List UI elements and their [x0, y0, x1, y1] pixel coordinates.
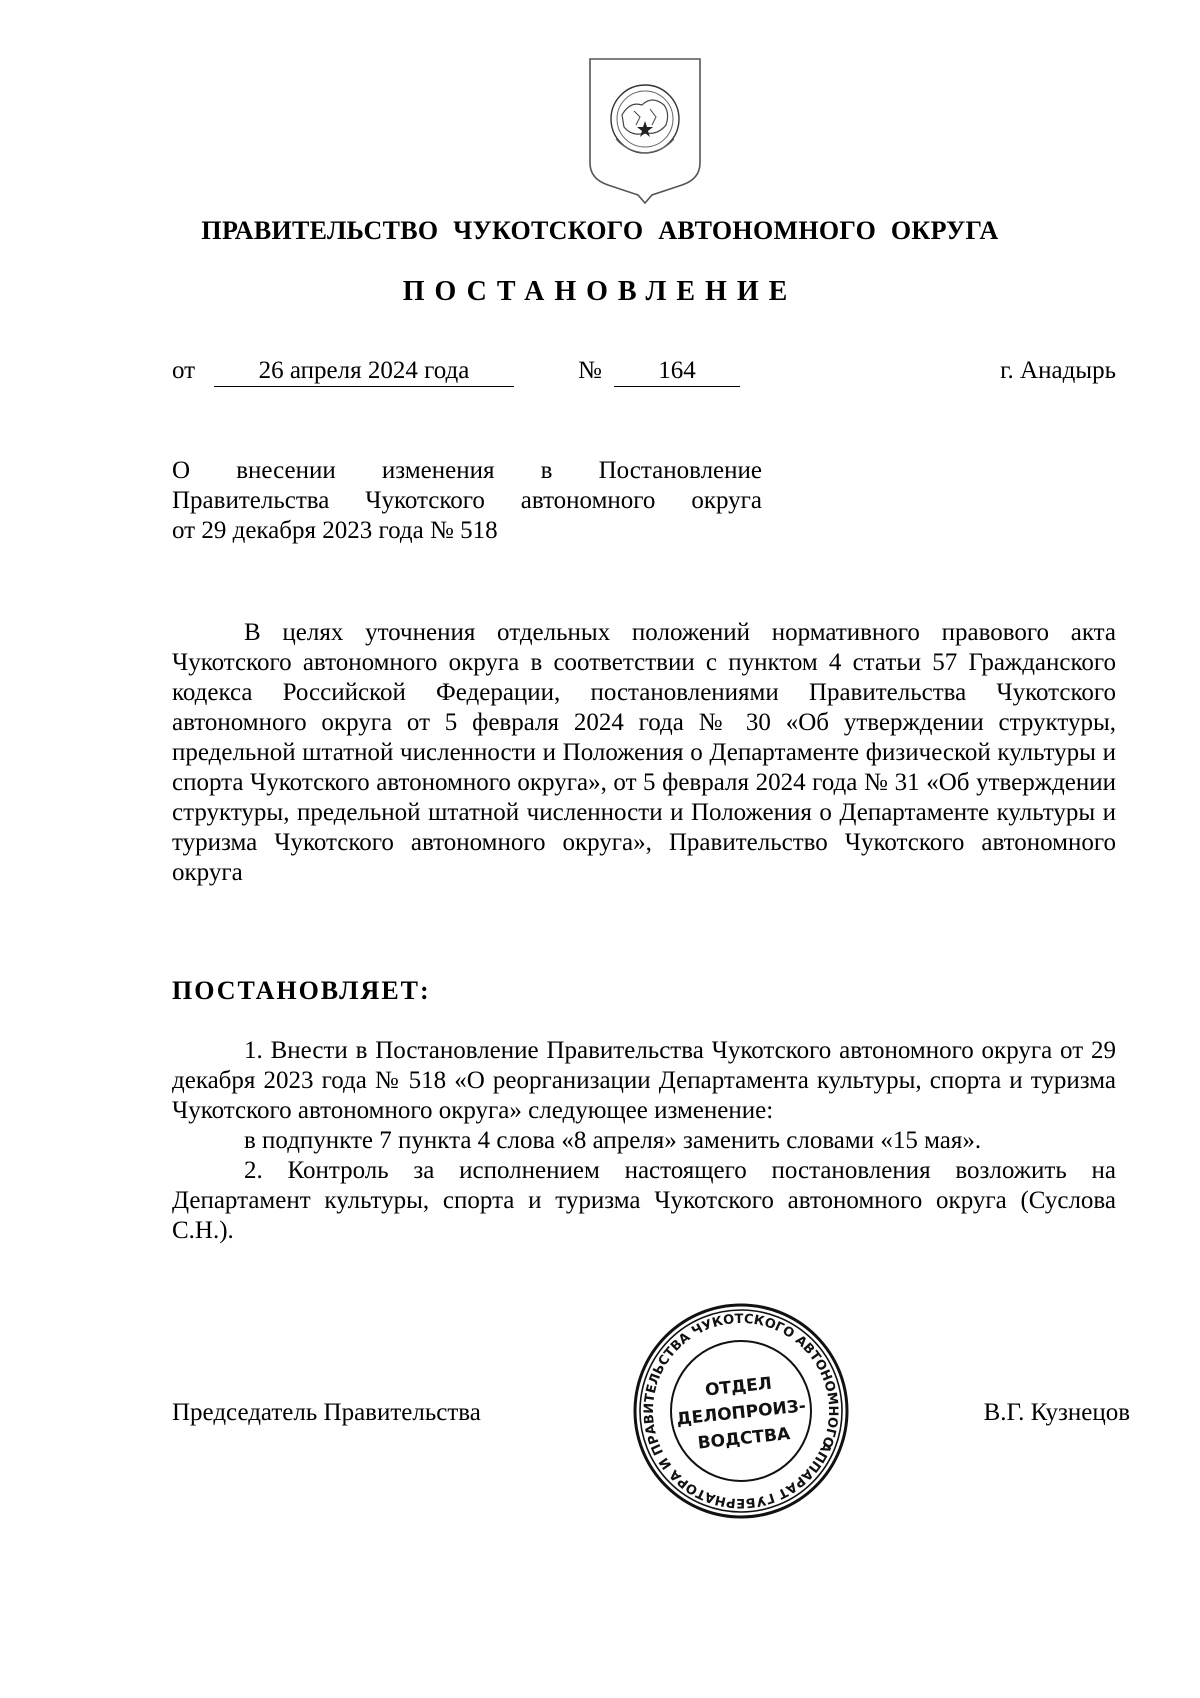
resolution-item-1-sub: в подпункте 7 пункта 4 слова «8 апреля» заменить словами «15 мая». — [244, 1127, 982, 1154]
organization-title: ПРАВИТЕЛЬСТВО ЧУКОТСКОГО АВТОНОМНОГО ОКРУГА — [201, 216, 999, 245]
document-number: 164 — [614, 356, 740, 387]
signer-name: В.Г. Кузнецов — [983, 1399, 1130, 1426]
document-date: 26 апреля 2024 года — [214, 356, 514, 387]
subject-line: от 29 декабря 2023 года № 518 — [172, 517, 498, 544]
official-stamp — [630, 1300, 852, 1522]
stamp-line: ДЕЛОПРОИЗ- — [675, 1396, 807, 1430]
date-from-label: от — [172, 357, 196, 384]
stamp-line: ВОДСТВА — [696, 1424, 792, 1454]
subject-line: Правительства Чукотского автономного округа — [172, 487, 762, 514]
preamble-paragraph: В целях уточнения отдельных положений нормативного правового акта Чукотского автономного округа в соответствии с пунктом 4 статьи 57 Гражданского кодекса Российской Федерации, постановлениями Правительства Чукотского автономного округа от 5 февраля 2024 года № 30 «Об утверждении структуры, предельной штатной численности и Положения о Департаменте физической культуры и спорта Чукотского автономного округа», от 5 февраля 2024 года № 31 «Об утверждении структуры, предельной штатной численности и Положения о Департаменте культуры и туризма Чукотского автономного округа», Правительство Чукотского автономного округа — [172, 619, 1116, 886]
number-label: № — [578, 357, 602, 384]
stamp-line: ОТДЕЛ — [704, 1373, 773, 1401]
resolution-item-2: 2. Контроль за исполнением настоящего постановления возложить на Департамент культуры, спорта и туризма Чукотского автономного округа (Суслова С.Н.). — [172, 1157, 1116, 1244]
document-type: ПОСТАНОВЛЕНИЕ — [402, 276, 798, 307]
resolves-heading: ПОСТАНОВЛЯЕТ: — [172, 976, 431, 1005]
resolution-items — [172, 1036, 1116, 1246]
resolution-item-1: 1. Внести в Постановление Правительства Чукотского автономного округа от 29 декабря 2023 года № 518 «О реорганизации Департамента культуры, спорта и туризма Чукотского автономного округа» следующее изменение: — [172, 1037, 1116, 1124]
coat-of-arms-icon — [586, 55, 704, 205]
city: г. Анадырь — [1000, 357, 1116, 384]
subject-line: О внесении изменения в Постановление — [172, 457, 762, 484]
document-subject — [172, 456, 762, 546]
stamp-ring-text: АППАРАТ ГУБЕРНАТОРА И ПРАВИТЕЛЬСТВА ЧУКОТСКОГО АВТОНОМНОГО — [641, 1311, 841, 1511]
preamble-section — [172, 618, 1116, 888]
signer-title: Председатель Правительства — [172, 1399, 481, 1426]
